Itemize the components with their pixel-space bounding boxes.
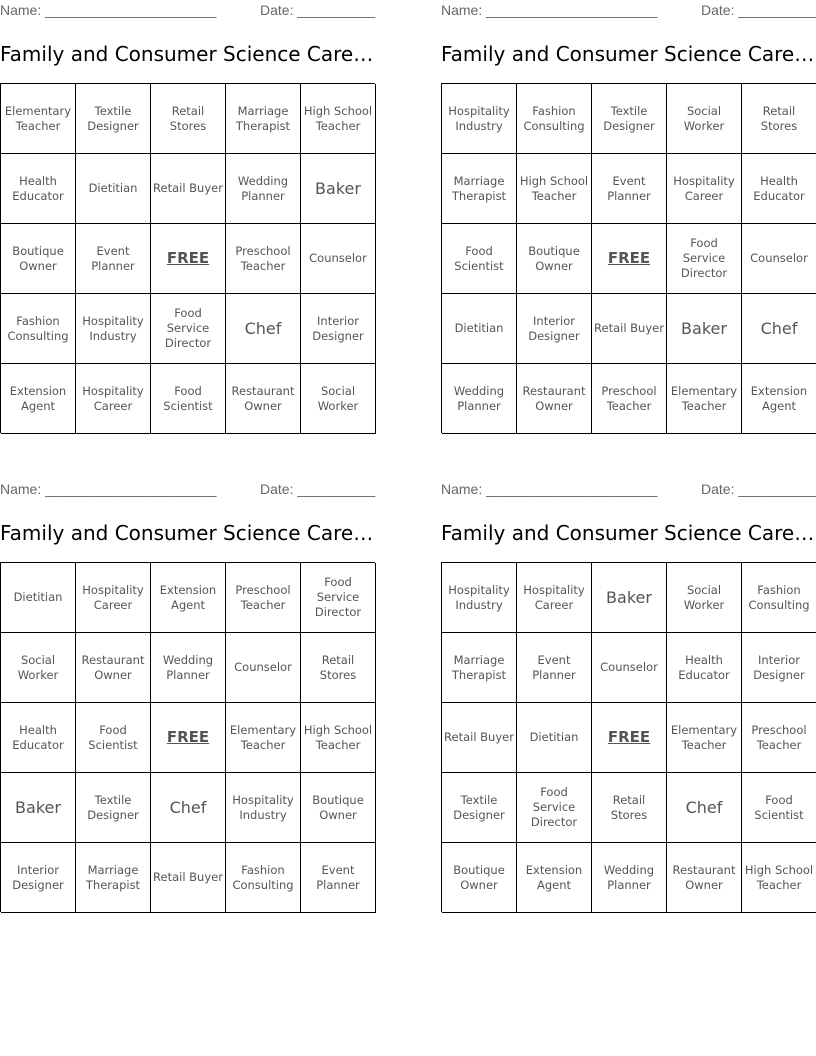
bingo-cell: Interior Designer <box>1 843 76 913</box>
bingo-cell: Extension Agent <box>742 364 816 434</box>
bingo-cell: Hospitality Industry <box>442 84 517 154</box>
bingo-cell: Food Scientist <box>151 364 226 434</box>
bingo-cell: Retail Stores <box>301 633 376 703</box>
bingo-cell: Food Service Director <box>667 224 742 294</box>
bingo-cell: Boutique Owner <box>301 773 376 843</box>
bingo-cell: Fashion Consulting <box>517 84 592 154</box>
bingo-cell: Elementary Teacher <box>226 703 301 773</box>
bingo-cell: High School Teacher <box>301 84 376 154</box>
bingo-cell: Baker <box>592 563 667 633</box>
name-date-row <box>0 481 376 499</box>
bingo-cell: Preschool Teacher <box>742 703 816 773</box>
card-title: Family and Consumer Science Care… <box>441 521 815 545</box>
name-date-row <box>441 2 816 20</box>
bingo-cell: Social Worker <box>667 563 742 633</box>
card-title: Family and Consumer Science Care… <box>0 42 374 66</box>
date-field: Date: __________ <box>260 2 376 18</box>
bingo-cell: Counselor <box>592 633 667 703</box>
bingo-cell: Chef <box>742 294 816 364</box>
bingo-cell: Restaurant Owner <box>517 364 592 434</box>
bingo-cell: Food Scientist <box>76 703 151 773</box>
bingo-cell: Boutique Owner <box>442 843 517 913</box>
bingo-cell: Hospitality Career <box>76 364 151 434</box>
free-space: FREE <box>592 224 667 294</box>
name-date-row <box>441 481 816 499</box>
bingo-cell: Health Educator <box>1 703 76 773</box>
bingo-cell: Health Educator <box>742 154 816 224</box>
bingo-cell: Event Planner <box>592 154 667 224</box>
bingo-cell: Hospitality Career <box>517 563 592 633</box>
bingo-cell: High School Teacher <box>742 843 816 913</box>
bingo-cell: Dietitian <box>517 703 592 773</box>
bingo-cell: Retail Stores <box>742 84 816 154</box>
bingo-cell: Marriage Therapist <box>442 154 517 224</box>
bingo-cell: Food Scientist <box>442 224 517 294</box>
bingo-cell: Extension Agent <box>517 843 592 913</box>
bingo-grid <box>441 562 816 912</box>
bingo-cell: Food Service Director <box>151 294 226 364</box>
date-field: Date: __________ <box>701 481 816 497</box>
bingo-cell: Chef <box>226 294 301 364</box>
bingo-grid <box>0 562 375 912</box>
bingo-cell: Elementary Teacher <box>1 84 76 154</box>
name-field: Name: ______________________ <box>441 481 658 497</box>
bingo-cell: Dietitian <box>1 563 76 633</box>
bingo-cell: Retail Buyer <box>592 294 667 364</box>
bingo-cell: Extension Agent <box>151 563 226 633</box>
bingo-cell: Restaurant Owner <box>76 633 151 703</box>
bingo-card <box>0 0 376 440</box>
bingo-cell: Hospitality Industry <box>76 294 151 364</box>
bingo-cell: Fashion Consulting <box>742 563 816 633</box>
bingo-cell: Wedding Planner <box>226 154 301 224</box>
name-field: Name: ______________________ <box>0 2 217 18</box>
bingo-cell: Event Planner <box>517 633 592 703</box>
bingo-cell: Health Educator <box>1 154 76 224</box>
bingo-cell: Event Planner <box>301 843 376 913</box>
bingo-cell: Marriage Therapist <box>226 84 301 154</box>
bingo-cell: Textile Designer <box>592 84 667 154</box>
bingo-cell: Retail Stores <box>592 773 667 843</box>
bingo-cell: Elementary Teacher <box>667 703 742 773</box>
date-field: Date: __________ <box>260 481 376 497</box>
bingo-cell: High School Teacher <box>517 154 592 224</box>
name-field: Name: ______________________ <box>441 2 658 18</box>
bingo-cell: Dietitian <box>442 294 517 364</box>
bingo-cell: Preschool Teacher <box>592 364 667 434</box>
bingo-cell: Preschool Teacher <box>226 224 301 294</box>
bingo-cell: Baker <box>1 773 76 843</box>
bingo-cell: Retail Stores <box>151 84 226 154</box>
bingo-cell: Elementary Teacher <box>667 364 742 434</box>
bingo-cell: Wedding Planner <box>442 364 517 434</box>
bingo-cell: Retail Buyer <box>442 703 517 773</box>
bingo-cell: Preschool Teacher <box>226 563 301 633</box>
bingo-cell: Chef <box>151 773 226 843</box>
name-field: Name: ______________________ <box>0 481 217 497</box>
bingo-cell: Interior Designer <box>517 294 592 364</box>
free-space: FREE <box>592 703 667 773</box>
bingo-cell: Hospitality Industry <box>442 563 517 633</box>
bingo-card <box>0 479 376 919</box>
date-field: Date: __________ <box>701 2 816 18</box>
bingo-card <box>441 0 816 440</box>
bingo-cell: Food Scientist <box>742 773 816 843</box>
bingo-cell: Marriage Therapist <box>76 843 151 913</box>
bingo-cell: Social Worker <box>301 364 376 434</box>
bingo-cell: Food Service Director <box>517 773 592 843</box>
bingo-cell: Counselor <box>226 633 301 703</box>
bingo-cell: Interior Designer <box>742 633 816 703</box>
bingo-cell: Boutique Owner <box>1 224 76 294</box>
bingo-cell: Boutique Owner <box>517 224 592 294</box>
bingo-cell: Hospitality Career <box>667 154 742 224</box>
bingo-cell: Food Service Director <box>301 563 376 633</box>
bingo-cell: Social Worker <box>667 84 742 154</box>
free-space: FREE <box>151 703 226 773</box>
card-title: Family and Consumer Science Care… <box>0 521 374 545</box>
bingo-cell: Chef <box>667 773 742 843</box>
bingo-cell: Hospitality Industry <box>226 773 301 843</box>
bingo-cell: Restaurant Owner <box>226 364 301 434</box>
bingo-cell: Wedding Planner <box>592 843 667 913</box>
free-space: FREE <box>151 224 226 294</box>
bingo-cell: Fashion Consulting <box>1 294 76 364</box>
bingo-grid <box>441 83 816 433</box>
bingo-grid <box>0 83 375 433</box>
bingo-card <box>441 479 816 919</box>
bingo-cell: High School Teacher <box>301 703 376 773</box>
bingo-cell: Interior Designer <box>301 294 376 364</box>
bingo-cell: Baker <box>667 294 742 364</box>
bingo-cell: Health Educator <box>667 633 742 703</box>
bingo-cell: Hospitality Career <box>76 563 151 633</box>
bingo-cell: Marriage Therapist <box>442 633 517 703</box>
bingo-cell: Counselor <box>301 224 376 294</box>
bingo-cell: Counselor <box>742 224 816 294</box>
bingo-cell: Textile Designer <box>76 84 151 154</box>
bingo-cell: Restaurant Owner <box>667 843 742 913</box>
bingo-cell: Textile Designer <box>76 773 151 843</box>
bingo-cell: Event Planner <box>76 224 151 294</box>
bingo-cell: Fashion Consulting <box>226 843 301 913</box>
bingo-cell: Dietitian <box>76 154 151 224</box>
bingo-cell: Textile Designer <box>442 773 517 843</box>
bingo-cell: Retail Buyer <box>151 154 226 224</box>
card-title: Family and Consumer Science Care… <box>441 42 815 66</box>
bingo-cell: Social Worker <box>1 633 76 703</box>
name-date-row <box>0 2 376 20</box>
bingo-cell: Retail Buyer <box>151 843 226 913</box>
bingo-cell: Baker <box>301 154 376 224</box>
bingo-cell: Extension Agent <box>1 364 76 434</box>
bingo-cell: Wedding Planner <box>151 633 226 703</box>
